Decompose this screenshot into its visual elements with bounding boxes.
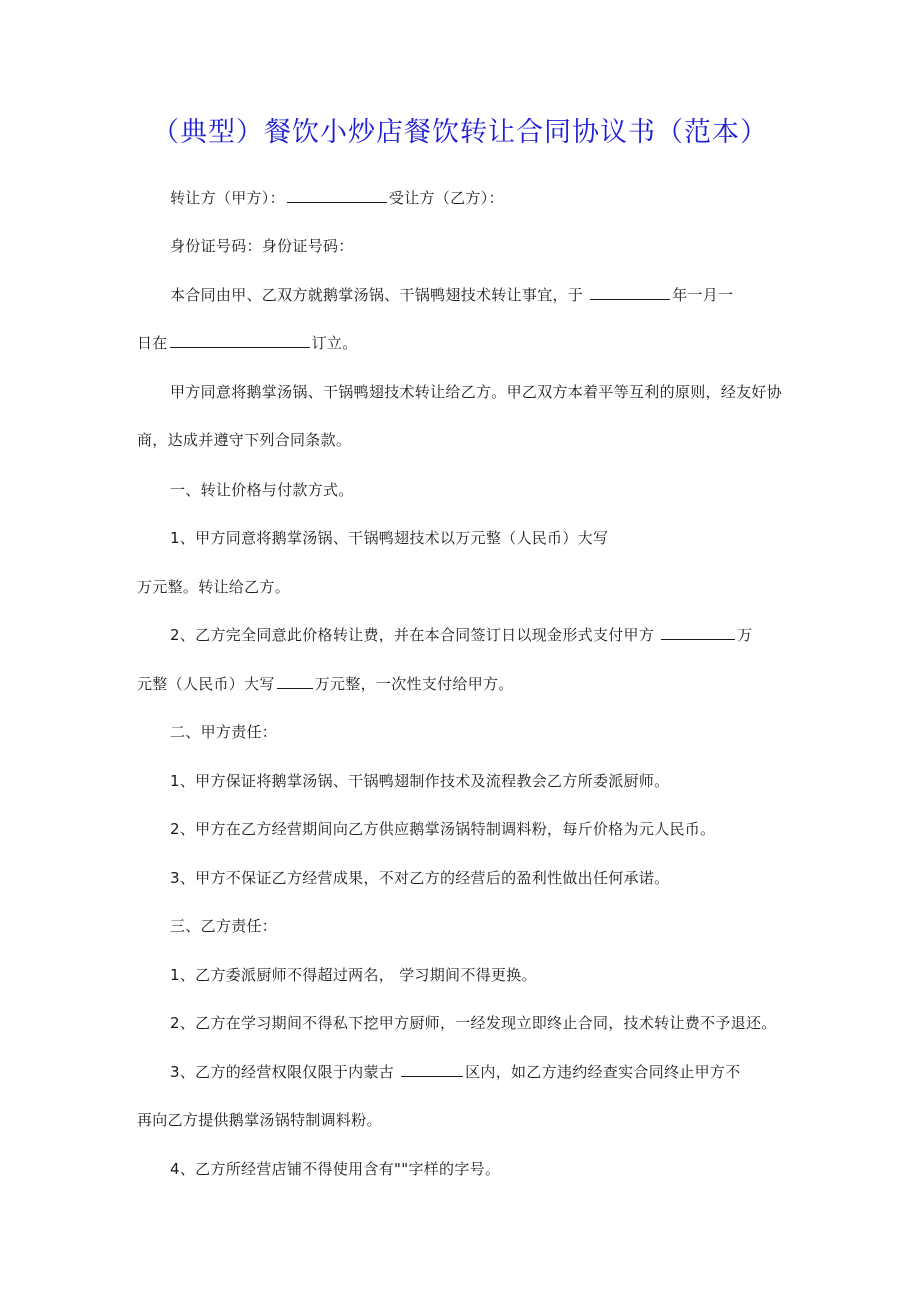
section3-item1: 1、乙方委派厨师不得超过两名， 学习期间不得更换。 bbox=[170, 966, 537, 984]
section2-item2: 2、甲方在乙方经营期间向乙方供应鹅掌汤锅特制调料粉，每斤价格为元人民币。 bbox=[170, 820, 716, 838]
payment-text-b: 万 bbox=[737, 626, 753, 644]
intro-text-c: 日在 bbox=[137, 334, 168, 352]
id-number-line: 身份证号码：身份证号码： bbox=[170, 237, 354, 255]
section1-item1-line2: 万元整。转让给乙方。 bbox=[137, 578, 291, 596]
intro-line-1 bbox=[170, 285, 733, 305]
section1-item2-line1 bbox=[170, 625, 753, 645]
payment-text-a: 2、乙方完全同意此价格转让费，并在本合同签订日以现金形式支付甲方 bbox=[170, 626, 655, 644]
transferor-label: 转让方（甲方）： bbox=[170, 189, 285, 207]
section3-item4: 4、乙方所经营店铺不得使用含有""字样的字号。 bbox=[170, 1160, 501, 1178]
section1-item1-line1: 1、甲方同意将鹅掌汤锅、干锅鸭翅技术以万元整（人民币）大写 bbox=[170, 529, 609, 547]
section3-heading: 三、乙方责任： bbox=[170, 917, 278, 935]
year-blank bbox=[590, 285, 670, 300]
section3-item3-line2: 再向乙方提供鹅掌汤锅特制调料粉。 bbox=[137, 1111, 382, 1129]
section2-item3: 3、甲方不保证乙方经营成果，不对乙方的经营后的盈利性做出任何承诺。 bbox=[170, 869, 670, 887]
intro-text-a: 本合同由甲、乙双方就鹅掌汤锅、干锅鸭翅技术转让事宜，于 bbox=[170, 286, 584, 304]
section2-heading: 二、甲方责任： bbox=[170, 723, 278, 741]
place-blank bbox=[170, 333, 310, 348]
amount-words-blank bbox=[277, 674, 313, 689]
section3-item2: 2、乙方在学习期间不得私下挖甲方厨师，一经发现立即终止合同，技术转让费不予退还。 bbox=[170, 1014, 777, 1032]
intro-text-b: 年一月一 bbox=[672, 286, 734, 304]
transferor-blank bbox=[287, 188, 387, 203]
amount-blank bbox=[661, 625, 735, 640]
intro-text-d: 订立。 bbox=[311, 334, 358, 352]
transferee-label: 受让方（乙方）： bbox=[388, 189, 504, 207]
section1-heading: 一、转让价格与付款方式。 bbox=[170, 481, 354, 499]
section1-item2-line2 bbox=[137, 674, 514, 694]
intro-line-2 bbox=[137, 333, 358, 353]
payment-text-c: 元整（人民币）大写 bbox=[137, 675, 275, 693]
section2-item1: 1、甲方保证将鹅掌汤锅、干锅鸭翅制作技术及流程教会乙方所委派厨师。 bbox=[170, 772, 670, 790]
region-blank bbox=[401, 1062, 463, 1077]
document-title: （典型）餐饮小炒店餐饮转让合同协议书（范本） bbox=[152, 117, 768, 148]
parties-line bbox=[170, 188, 504, 208]
region-text-b: 区内，如乙方违约经查实合同终止甲方不 bbox=[465, 1063, 741, 1081]
agree-line-1: 甲方同意将鹅掌汤锅、干锅鸭翅技术转让给乙方。甲乙双方本着平等互利的原则，经友好协 bbox=[170, 383, 783, 401]
region-text-a: 3、乙方的经营权限仅限于内蒙古 bbox=[170, 1063, 395, 1081]
agree-line-2: 商，达成并遵守下列合同条款。 bbox=[137, 431, 352, 449]
section3-item3-line1 bbox=[170, 1062, 741, 1082]
payment-text-d: 万元整，一次性支付给甲方。 bbox=[314, 675, 514, 693]
